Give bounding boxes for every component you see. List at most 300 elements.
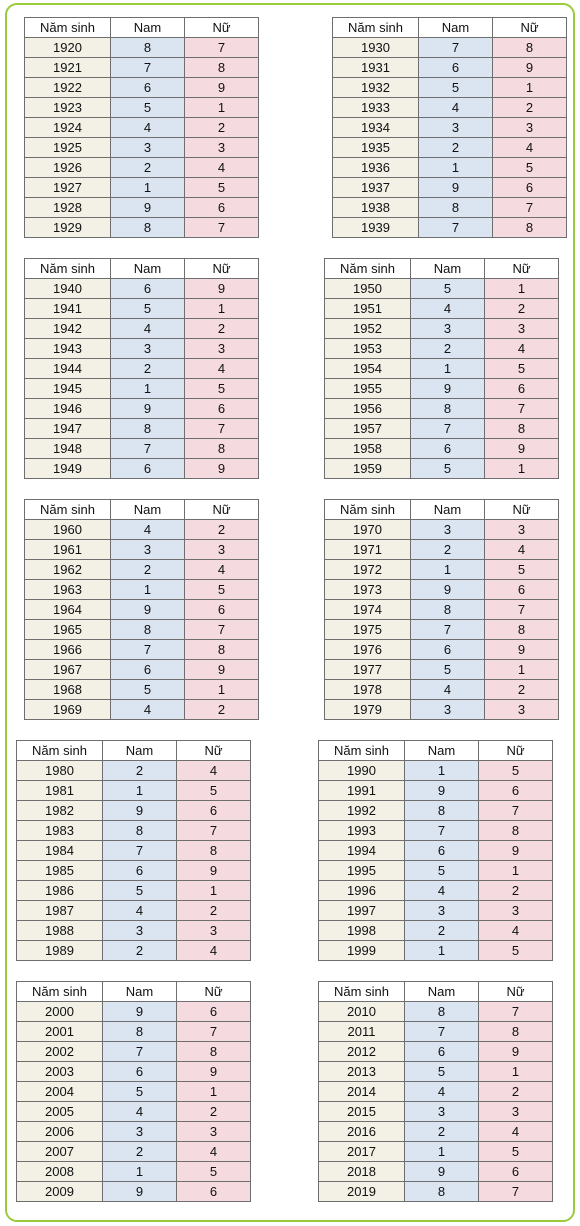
year-cell: 1970: [325, 520, 411, 540]
year-cell: 1926: [25, 158, 111, 178]
header-female: Nữ: [493, 18, 567, 38]
header-female: Nữ: [485, 500, 559, 520]
table-row: [17, 761, 251, 781]
header-row: [25, 259, 259, 279]
year-cell: 1967: [25, 660, 111, 680]
table-row: [25, 600, 259, 620]
header-male: Nam: [103, 741, 177, 761]
table-row: [17, 1142, 251, 1162]
year-cell: 1958: [325, 439, 411, 459]
male-cell: 7: [111, 58, 185, 78]
female-cell: 5: [177, 1162, 251, 1182]
male-cell: 7: [411, 419, 485, 439]
table-row: [25, 178, 259, 198]
male-cell: 1: [411, 560, 485, 580]
year-cell: 2001: [17, 1022, 103, 1042]
year-cell: 1927: [25, 178, 111, 198]
table-row: [25, 78, 259, 98]
female-cell: 2: [177, 1102, 251, 1122]
male-cell: 2: [103, 941, 177, 961]
year-cell: 1945: [25, 379, 111, 399]
year-cell: 2009: [17, 1182, 103, 1202]
table-row: [333, 158, 567, 178]
male-cell: 9: [405, 781, 479, 801]
table-row: [319, 881, 553, 901]
male-cell: 2: [419, 138, 493, 158]
female-cell: 5: [479, 941, 553, 961]
table-row: [333, 138, 567, 158]
male-cell: 9: [111, 600, 185, 620]
female-cell: 1: [177, 881, 251, 901]
year-cell: 1974: [325, 600, 411, 620]
year-cell: 1966: [25, 640, 111, 660]
female-cell: 9: [479, 1042, 553, 1062]
female-cell: 1: [185, 98, 259, 118]
male-cell: 7: [103, 1042, 177, 1062]
year-cell: 1941: [25, 299, 111, 319]
header-male: Nam: [419, 18, 493, 38]
female-cell: 7: [493, 198, 567, 218]
table-row: [25, 660, 259, 680]
male-cell: 2: [411, 540, 485, 560]
table-row: [325, 580, 559, 600]
male-cell: 3: [405, 901, 479, 921]
year-cell: 2011: [319, 1022, 405, 1042]
male-cell: 1: [111, 178, 185, 198]
table-row: [25, 299, 259, 319]
table-row: [325, 359, 559, 379]
year-cell: 1925: [25, 138, 111, 158]
table-row: [25, 439, 259, 459]
table-row: [25, 319, 259, 339]
male-cell: 5: [405, 1062, 479, 1082]
male-cell: 8: [111, 218, 185, 238]
female-cell: 7: [485, 600, 559, 620]
table-1980s: [16, 740, 251, 961]
female-cell: 1: [177, 1082, 251, 1102]
female-cell: 1: [485, 660, 559, 680]
male-cell: 7: [411, 620, 485, 640]
year-cell: 2012: [319, 1042, 405, 1062]
table-1970s: [324, 499, 559, 720]
year-cell: 1928: [25, 198, 111, 218]
table-1930s: [332, 17, 567, 238]
female-cell: 4: [177, 761, 251, 781]
header-row: [25, 500, 259, 520]
table-row: [325, 439, 559, 459]
year-cell: 1980: [17, 761, 103, 781]
female-cell: 7: [185, 38, 259, 58]
year-cell: 1959: [325, 459, 411, 479]
year-cell: 1924: [25, 118, 111, 138]
male-cell: 8: [405, 1002, 479, 1022]
year-cell: 2015: [319, 1102, 405, 1122]
male-cell: 2: [405, 921, 479, 941]
year-cell: 1938: [333, 198, 419, 218]
year-cell: 1991: [319, 781, 405, 801]
male-cell: 3: [111, 339, 185, 359]
male-cell: 1: [411, 359, 485, 379]
year-cell: 1962: [25, 560, 111, 580]
female-cell: 1: [485, 459, 559, 479]
table-row: [25, 580, 259, 600]
female-cell: 9: [185, 279, 259, 299]
male-cell: 8: [103, 821, 177, 841]
female-cell: 8: [485, 419, 559, 439]
table-row: [333, 98, 567, 118]
year-cell: 1920: [25, 38, 111, 58]
year-cell: 1963: [25, 580, 111, 600]
table-2010s: [318, 981, 553, 1202]
year-cell: 2016: [319, 1122, 405, 1142]
female-cell: 3: [485, 520, 559, 540]
male-cell: 9: [103, 801, 177, 821]
female-cell: 4: [177, 941, 251, 961]
female-cell: 8: [493, 218, 567, 238]
year-cell: 2014: [319, 1082, 405, 1102]
male-cell: 3: [103, 1122, 177, 1142]
table-1990s: [318, 740, 553, 961]
table-row: [17, 1162, 251, 1182]
female-cell: 8: [485, 620, 559, 640]
header-female: Nữ: [479, 982, 553, 1002]
female-cell: 6: [185, 600, 259, 620]
year-cell: 1950: [325, 279, 411, 299]
year-cell: 1932: [333, 78, 419, 98]
year-cell: 1981: [17, 781, 103, 801]
female-cell: 9: [485, 640, 559, 660]
male-cell: 7: [111, 439, 185, 459]
table-row: [25, 640, 259, 660]
male-cell: 6: [411, 640, 485, 660]
male-cell: 6: [111, 459, 185, 479]
female-cell: 8: [185, 640, 259, 660]
female-cell: 2: [493, 98, 567, 118]
male-cell: 2: [103, 761, 177, 781]
header-year: Năm sinh: [319, 982, 405, 1002]
male-cell: 5: [111, 680, 185, 700]
female-cell: 3: [177, 921, 251, 941]
male-cell: 2: [111, 359, 185, 379]
table-row: [325, 660, 559, 680]
female-cell: 4: [177, 1142, 251, 1162]
table-2000s: [16, 981, 251, 1202]
male-cell: 2: [111, 560, 185, 580]
female-cell: 9: [479, 841, 553, 861]
male-cell: 8: [405, 801, 479, 821]
year-cell: 1979: [325, 700, 411, 720]
female-cell: 1: [493, 78, 567, 98]
table-row: [319, 861, 553, 881]
male-cell: 3: [411, 700, 485, 720]
male-cell: 5: [103, 881, 177, 901]
table-row: [333, 58, 567, 78]
table-row: [333, 38, 567, 58]
year-cell: 1964: [25, 600, 111, 620]
female-cell: 5: [485, 359, 559, 379]
female-cell: 4: [185, 359, 259, 379]
header-year: Năm sinh: [333, 18, 419, 38]
female-cell: 3: [479, 1102, 553, 1122]
year-cell: 1944: [25, 359, 111, 379]
year-cell: 1955: [325, 379, 411, 399]
female-cell: 5: [185, 178, 259, 198]
year-cell: 2005: [17, 1102, 103, 1122]
female-cell: 3: [185, 339, 259, 359]
table-row: [319, 841, 553, 861]
year-cell: 2013: [319, 1062, 405, 1082]
year-cell: 2003: [17, 1062, 103, 1082]
male-cell: 1: [103, 1162, 177, 1182]
female-cell: 9: [485, 439, 559, 459]
table-row: [17, 801, 251, 821]
table-row: [17, 1022, 251, 1042]
header-row: [325, 500, 559, 520]
table-row: [319, 1142, 553, 1162]
table-row: [325, 399, 559, 419]
female-cell: 2: [185, 118, 259, 138]
female-cell: 7: [185, 620, 259, 640]
male-cell: 8: [103, 1022, 177, 1042]
female-cell: 5: [177, 781, 251, 801]
table-1920s: [24, 17, 259, 238]
header-female: Nữ: [479, 741, 553, 761]
table-row: [25, 359, 259, 379]
year-cell: 1947: [25, 419, 111, 439]
table-row: [25, 520, 259, 540]
female-cell: 7: [177, 1022, 251, 1042]
female-cell: 3: [493, 118, 567, 138]
table-row: [25, 118, 259, 138]
female-cell: 5: [479, 1142, 553, 1162]
male-cell: 4: [111, 118, 185, 138]
year-cell: 1953: [325, 339, 411, 359]
year-cell: 1948: [25, 439, 111, 459]
table-row: [325, 700, 559, 720]
female-cell: 4: [485, 339, 559, 359]
table-1940s: [24, 258, 259, 479]
male-cell: 8: [111, 620, 185, 640]
female-cell: 4: [185, 158, 259, 178]
male-cell: 1: [103, 781, 177, 801]
table-row: [17, 1182, 251, 1202]
table-row: [25, 98, 259, 118]
year-cell: 1940: [25, 279, 111, 299]
female-cell: 7: [177, 821, 251, 841]
male-cell: 9: [111, 198, 185, 218]
male-cell: 7: [111, 640, 185, 660]
header-row: [25, 18, 259, 38]
year-cell: 2007: [17, 1142, 103, 1162]
female-cell: 8: [177, 841, 251, 861]
year-cell: 1976: [325, 640, 411, 660]
female-cell: 2: [177, 901, 251, 921]
female-cell: 4: [479, 921, 553, 941]
year-cell: 1954: [325, 359, 411, 379]
male-cell: 1: [111, 580, 185, 600]
year-cell: 1936: [333, 158, 419, 178]
year-cell: 1931: [333, 58, 419, 78]
female-cell: 1: [185, 299, 259, 319]
year-cell: 2004: [17, 1082, 103, 1102]
male-cell: 3: [111, 540, 185, 560]
male-cell: 5: [419, 78, 493, 98]
female-cell: 3: [177, 1122, 251, 1142]
female-cell: 7: [479, 801, 553, 821]
year-cell: 2000: [17, 1002, 103, 1022]
female-cell: 2: [185, 520, 259, 540]
table-row: [25, 399, 259, 419]
table-row: [319, 1182, 553, 1202]
year-cell: 1957: [325, 419, 411, 439]
female-cell: 6: [185, 399, 259, 419]
year-cell: 1977: [325, 660, 411, 680]
male-cell: 6: [111, 660, 185, 680]
year-cell: 1961: [25, 540, 111, 560]
table-row: [325, 620, 559, 640]
year-cell: 1985: [17, 861, 103, 881]
male-cell: 9: [103, 1182, 177, 1202]
table-row: [17, 921, 251, 941]
table-row: [25, 379, 259, 399]
table-row: [333, 218, 567, 238]
male-cell: 2: [103, 1142, 177, 1162]
year-cell: 1994: [319, 841, 405, 861]
female-cell: 8: [185, 58, 259, 78]
header-row: [333, 18, 567, 38]
male-cell: 4: [111, 319, 185, 339]
year-cell: 1934: [333, 118, 419, 138]
female-cell: 8: [185, 439, 259, 459]
male-cell: 9: [111, 399, 185, 419]
male-cell: 4: [405, 1082, 479, 1102]
table-row: [25, 560, 259, 580]
table-row: [319, 1042, 553, 1062]
header-row: [319, 741, 553, 761]
header-female: Nữ: [185, 500, 259, 520]
female-cell: 6: [485, 379, 559, 399]
table-row: [325, 520, 559, 540]
female-cell: 6: [479, 781, 553, 801]
header-year: Năm sinh: [25, 18, 111, 38]
female-cell: 5: [485, 560, 559, 580]
male-cell: 1: [405, 761, 479, 781]
male-cell: 1: [111, 379, 185, 399]
year-cell: 1929: [25, 218, 111, 238]
table-row: [25, 279, 259, 299]
year-cell: 2019: [319, 1182, 405, 1202]
table-row: [319, 801, 553, 821]
female-cell: 9: [177, 1062, 251, 1082]
year-cell: 1993: [319, 821, 405, 841]
year-cell: 2018: [319, 1162, 405, 1182]
female-cell: 8: [493, 38, 567, 58]
male-cell: 6: [103, 1062, 177, 1082]
male-cell: 4: [103, 901, 177, 921]
year-cell: 1982: [17, 801, 103, 821]
female-cell: 7: [479, 1182, 553, 1202]
table-row: [25, 700, 259, 720]
female-cell: 3: [485, 319, 559, 339]
female-cell: 7: [185, 419, 259, 439]
female-cell: 5: [479, 761, 553, 781]
male-cell: 5: [405, 861, 479, 881]
year-cell: 1921: [25, 58, 111, 78]
table-row: [319, 1082, 553, 1102]
male-cell: 8: [405, 1182, 479, 1202]
male-cell: 8: [419, 198, 493, 218]
header-male: Nam: [111, 500, 185, 520]
male-cell: 8: [111, 419, 185, 439]
year-cell: 1952: [325, 319, 411, 339]
year-cell: 1986: [17, 881, 103, 901]
header-row: [325, 259, 559, 279]
year-cell: 1939: [333, 218, 419, 238]
male-cell: 5: [111, 98, 185, 118]
year-cell: 1971: [325, 540, 411, 560]
female-cell: 8: [479, 1022, 553, 1042]
male-cell: 8: [411, 399, 485, 419]
male-cell: 7: [405, 821, 479, 841]
year-cell: 1999: [319, 941, 405, 961]
male-cell: 4: [419, 98, 493, 118]
table-row: [333, 118, 567, 138]
male-cell: 6: [405, 841, 479, 861]
male-cell: 9: [411, 379, 485, 399]
year-cell: 1990: [319, 761, 405, 781]
year-cell: 1937: [333, 178, 419, 198]
header-row: [319, 982, 553, 1002]
table-row: [319, 1102, 553, 1122]
year-cell: 1973: [325, 580, 411, 600]
male-cell: 3: [419, 118, 493, 138]
year-cell: 1984: [17, 841, 103, 861]
header-male: Nam: [405, 982, 479, 1002]
female-cell: 3: [185, 540, 259, 560]
female-cell: 5: [493, 158, 567, 178]
male-cell: 5: [411, 660, 485, 680]
table-row: [25, 620, 259, 640]
female-cell: 2: [479, 881, 553, 901]
table-row: [25, 218, 259, 238]
header-year: Năm sinh: [325, 500, 411, 520]
male-cell: 9: [405, 1162, 479, 1182]
female-cell: 2: [485, 299, 559, 319]
year-cell: 2017: [319, 1142, 405, 1162]
female-cell: 4: [479, 1122, 553, 1142]
year-cell: 1972: [325, 560, 411, 580]
male-cell: 8: [111, 38, 185, 58]
table-row: [25, 58, 259, 78]
header-row: [17, 982, 251, 1002]
table-1950s: [324, 258, 559, 479]
table-row: [319, 1002, 553, 1022]
table-row: [325, 379, 559, 399]
male-cell: 4: [411, 299, 485, 319]
male-cell: 6: [405, 1042, 479, 1062]
male-cell: 4: [411, 680, 485, 700]
female-cell: 2: [185, 700, 259, 720]
header-female: Nữ: [177, 982, 251, 1002]
female-cell: 2: [185, 319, 259, 339]
year-cell: 1989: [17, 941, 103, 961]
header-year: Năm sinh: [25, 500, 111, 520]
male-cell: 2: [405, 1122, 479, 1142]
male-cell: 7: [419, 38, 493, 58]
female-cell: 6: [177, 1002, 251, 1022]
female-cell: 7: [479, 1002, 553, 1022]
female-cell: 1: [485, 279, 559, 299]
